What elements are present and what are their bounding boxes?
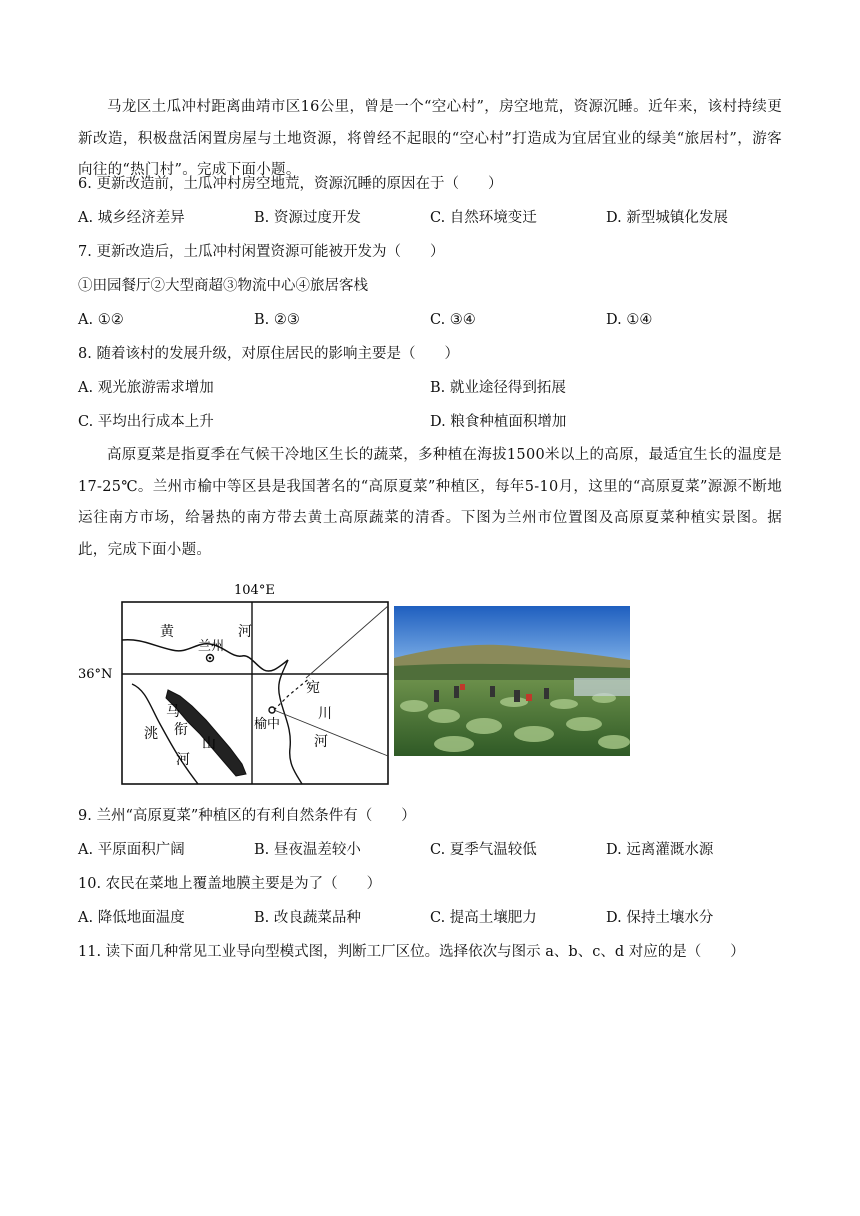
q7-option-d[interactable]: D. ①④ bbox=[606, 312, 653, 328]
q6-option-a[interactable]: A. 城乡经济差异 bbox=[78, 210, 185, 226]
question-11-stem: 11. 读下面几种常见工业导向型模式图，判断工厂区位。选择依次与图示 a、b、c、d 对应的是（ ） bbox=[78, 944, 745, 960]
q10-option-d[interactable]: D. 保持土壤水分 bbox=[606, 910, 714, 926]
q10-option-c[interactable]: C. 提高土壤肥力 bbox=[430, 910, 537, 926]
label-lanzhou: 兰州 bbox=[198, 639, 225, 654]
q10-option-a[interactable]: A. 降低地面温度 bbox=[78, 910, 185, 926]
question-9-stem: 9. 兰州“高原夏菜”种植区的有利自然条件有（ ） bbox=[78, 808, 416, 824]
label-wan: 宛 bbox=[306, 680, 320, 696]
question-8-stem: 8. 随着该村的发展升级，对原住居民的影响主要是（ ） bbox=[78, 346, 459, 362]
passage-2: 高原夏菜是指夏季在气候干冷地区生长的蔬菜，多种植在海拔1500米以上的高原，最适宜生长的温度是17-25℃。兰州市榆中等区县是我国著名的“高原夏菜”种植区，每年5-10月，这里的“高原夏菜”源源不断地运往南方市场，给暑热的南方带去黄土高原蔬菜的清香。下图为兰州市位置图及高原夏菜种植实景图。据此，完成下面小题。 bbox=[78, 447, 782, 558]
label-chuan: 川 bbox=[318, 706, 332, 722]
q8-option-d[interactable]: D. 粮食种植面积增加 bbox=[430, 414, 567, 430]
q6-option-c[interactable]: C. 自然环境变迁 bbox=[430, 210, 537, 226]
q9-option-c[interactable]: C. 夏季气温较低 bbox=[430, 842, 537, 858]
q7-option-b[interactable]: B. ②③ bbox=[254, 312, 300, 328]
question-10-stem: 10. 农民在菜地上覆盖地膜主要是为了（ ） bbox=[78, 876, 382, 892]
label-tao: 洮 bbox=[144, 726, 158, 742]
label-xian: 衔 bbox=[174, 722, 188, 738]
label-36n: 36°N bbox=[78, 667, 113, 682]
question-7-items: ①田园餐厅②大型商超③物流中心④旅居客栈 bbox=[78, 278, 368, 294]
question-7-stem: 7. 更新改造后，土瓜冲村闲置资源可能被开发为（ ） bbox=[78, 244, 445, 260]
label-he-wanchuan: 河 bbox=[314, 734, 328, 750]
label-ma: 马 bbox=[166, 704, 180, 720]
passage-1: 马龙区土瓜冲村距离曲靖市区16公里，曾是一个“空心村”，房空地荒，资源沉睡。近年来，该村持续更新改造，积极盘活闲置房屋与土地资源，将曾经不起眼的“空心村”打造成为宜居宜业的绿美“旅居村”，游客向往的“热门村”。完成下面小题。 bbox=[78, 99, 782, 178]
q9-option-a[interactable]: A. 平原面积广阔 bbox=[78, 842, 185, 858]
q6-option-d[interactable]: D. 新型城镇化发展 bbox=[606, 210, 728, 226]
lanzhou-location-map bbox=[78, 578, 392, 788]
q6-option-b[interactable]: B. 资源过度开发 bbox=[254, 210, 361, 226]
plastic-film bbox=[574, 678, 630, 696]
label-he-tao: 河 bbox=[176, 752, 190, 768]
q8-option-a[interactable]: A. 观光旅游需求增加 bbox=[78, 380, 214, 396]
q10-option-b[interactable]: B. 改良蔬菜品种 bbox=[254, 910, 361, 926]
q9-option-b[interactable]: B. 昼夜温差较小 bbox=[254, 842, 361, 858]
q9-option-d[interactable]: D. 远离灌溉水源 bbox=[606, 842, 714, 858]
label-shan: 山 bbox=[202, 736, 216, 752]
label-yuzhong: 榆中 bbox=[254, 717, 281, 732]
label-huang: 黄 bbox=[160, 624, 174, 640]
q8-option-b[interactable]: B. 就业途径得到拓展 bbox=[430, 380, 566, 396]
question-6-stem: 6. 更新改造前，土瓜冲村房空地荒，资源沉睡的原因在于（ ） bbox=[78, 176, 503, 192]
q7-option-c[interactable]: C. ③④ bbox=[430, 312, 476, 328]
q8-option-c[interactable]: C. 平均出行成本上升 bbox=[78, 414, 214, 430]
label-104e: 104°E bbox=[234, 583, 275, 598]
label-he-yellow: 河 bbox=[238, 624, 252, 640]
q7-option-a[interactable]: A. ①② bbox=[78, 312, 124, 328]
plateau-vegetable-photo bbox=[394, 606, 630, 756]
